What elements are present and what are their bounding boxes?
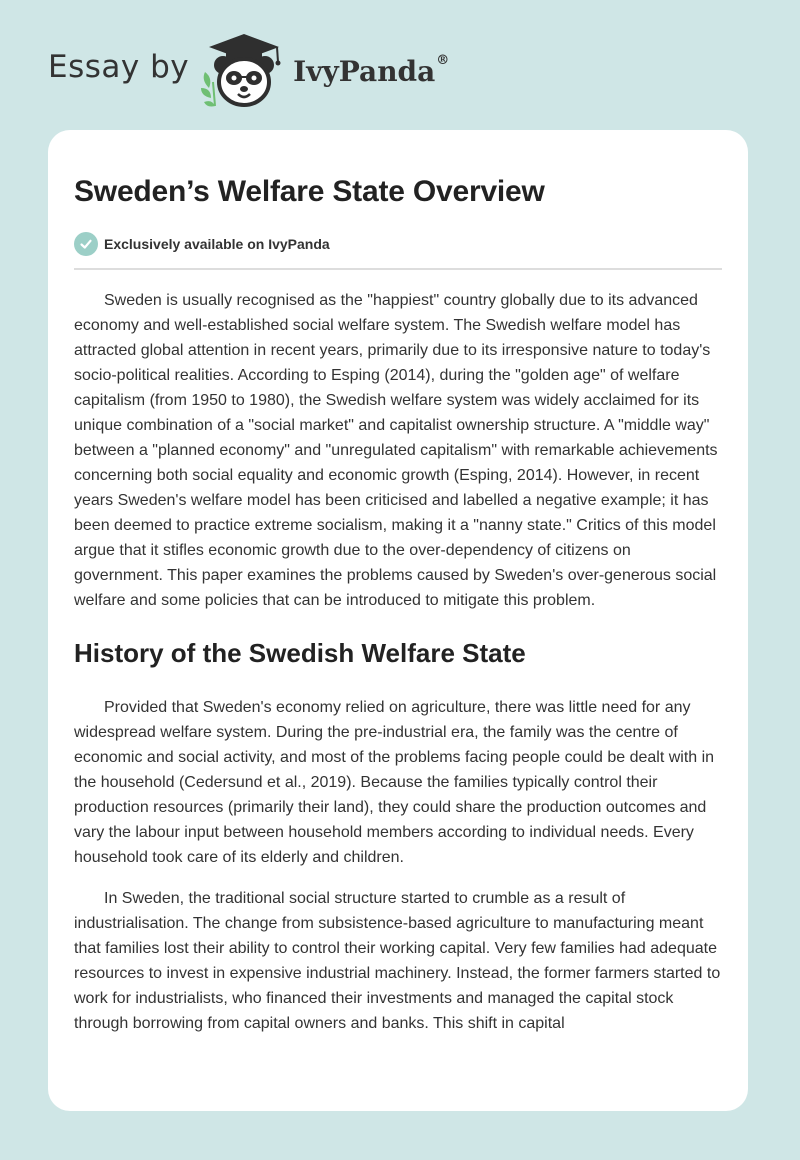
essay-by-label: Essay by [48, 49, 190, 85]
checkmark-icon [74, 232, 98, 256]
registered-mark: ® [436, 52, 450, 68]
section-heading: History of the Swedish Welfare State [74, 638, 526, 668]
exclusive-badge [74, 232, 722, 256]
section-paragraph-1: Provided that Sweden's economy relied on agriculture, there was little need for any widespread welfare system. During the pre-industrial era, the family was the centre of economic and social activity, and most of the problems facing people could be dealt with in the household (Cedersund et al., 2019). Because the families typically control their production resources (primarily their land), they could share the production outcomes and vary the labour input between household members according to individual needs. Every household took care of its elderly and children. [74, 699, 715, 866]
brand-name-text: IvyPanda [293, 54, 436, 88]
site-header [48, 30, 449, 110]
essay-card [48, 130, 748, 1111]
page-title: Sweden’s Welfare State Overview [74, 175, 545, 208]
exclusive-badge-label: Exclusively available on IvyPanda [104, 236, 330, 252]
section-paragraph-2: In Sweden, the traditional social structure started to crumble as a result of industrialisation. The change from subsistence-based agriculture to manufacturing meant that families lost their ability to control their working capital. Very few families had adequate resources to invest in expensive industrial machinery. Instead, the former farmers started to work for industrialists, who financed their investments and managed the capital stock through borrowing from capital owners and banks. This shift in capital [74, 890, 721, 1032]
brand-name[interactable] [293, 52, 450, 88]
divider [74, 268, 722, 270]
intro-paragraph: Sweden is usually recognised as the "happiest" country globally due to its advanced economy and well-established social welfare system. The Swedish welfare model has attracted global attention in recent years, primarily due to its irresponsive nature to today's socio-political realities. According to Esping (2014), during the "golden age" of welfare capitalism (from 1950 to 1980), the Swedish welfare system was widely acclaimed for its unique combination of a "social market" and capitalist ownership structure. A "middle way" between a "planned economy" and "unregulated capitalism" with remarkable achievements concerning both social equality and economic growth (Esping, 2014). However, in recent years Sweden's welfare model has been criticised and labelled a negative example; it has been deemed to practice extreme socialism, making it a "nanny state." Critics of this model argue that it stifles economic growth due to the over-dependency of citizens on government. This paper examines the problems caused by Sweden's over-generous social welfare and some policies that can be introduced to mitigate this problem. [74, 292, 718, 609]
panda-logo-icon[interactable] [199, 30, 289, 110]
